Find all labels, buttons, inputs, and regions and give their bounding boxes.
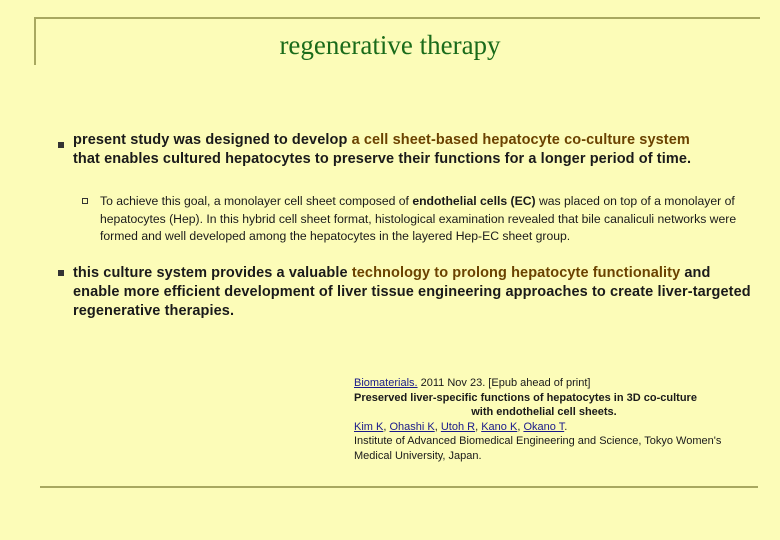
sub-pre: To achieve this goal, a monolayer cell sheet composed of [100, 194, 413, 208]
bullet-icon [58, 142, 64, 148]
author-link[interactable]: Kim K [354, 420, 384, 433]
sub-post: was placed on top of a monolayer of hepatocytes (Hep). In this hybrid cell sheet format, histological examination revealed that bile canaliculi networks were formed and well developed among the hepatocytes in the layered Hep-EC sheet group. [100, 194, 737, 243]
slide-title: regenerative therapy [279, 30, 501, 60]
bullet-1-pre: present study was designed to develop [73, 132, 352, 148]
top-border [34, 17, 760, 19]
bullet-2-text [73, 264, 753, 321]
bottom-border [40, 486, 758, 488]
affiliation: Institute of Advanced Biomedical Engineering and Science, Tokyo Women's Medical University, Japan. [354, 435, 722, 462]
journal-link[interactable]: Biomaterials. [354, 377, 418, 389]
reference-block: Biomaterials. 2011 Nov 23. [Epub ahead of print] Preserved liver-specific functions of hepatocytes in 3D co-culture with endothelial cell sheets. Kim K, Ohashi K, Utoh R, Kano K, Okano T. Institute of Advanced Biomedical Engineering and Science, Tokyo Women's Medical University, Japan. [354, 376, 734, 463]
bullet-icon [58, 270, 64, 276]
bullet-1-post: that enables cultured hepatocytes to preserve their functions for a longer period of time. [73, 151, 692, 167]
bullet-2-highlight: technology to prolong hepatocyte functionality [351, 265, 681, 281]
sub-bullet-text [100, 193, 740, 246]
reference-date: 2011 Nov 23. [Epub ahead of print] [417, 377, 591, 389]
author-link[interactable]: Okano T [523, 420, 565, 433]
bullet-2-pre: this culture system provides a valuable [73, 265, 352, 281]
sub-bold: endothelial cells (EC) [412, 194, 536, 208]
bullet-1-text [73, 131, 713, 169]
author-link[interactable]: Ohashi K [389, 420, 435, 433]
sub-bullet-icon [82, 198, 88, 204]
reference-title-2: with endothelial cell sheets. [471, 406, 617, 418]
reference-title-1: Preserved liver-specific functions of hepatocytes in 3D co-culture [354, 391, 697, 404]
bullet-2-post: and enable more efficient development of liver tissue engineering approaches to create liver-targeted regenerative therapies. [73, 265, 751, 319]
author-link[interactable]: Utoh R [440, 420, 476, 433]
author-link[interactable]: Kano K [481, 420, 518, 433]
bullet-1-highlight: a cell sheet-based hepatocyte co-culture system [351, 132, 690, 148]
